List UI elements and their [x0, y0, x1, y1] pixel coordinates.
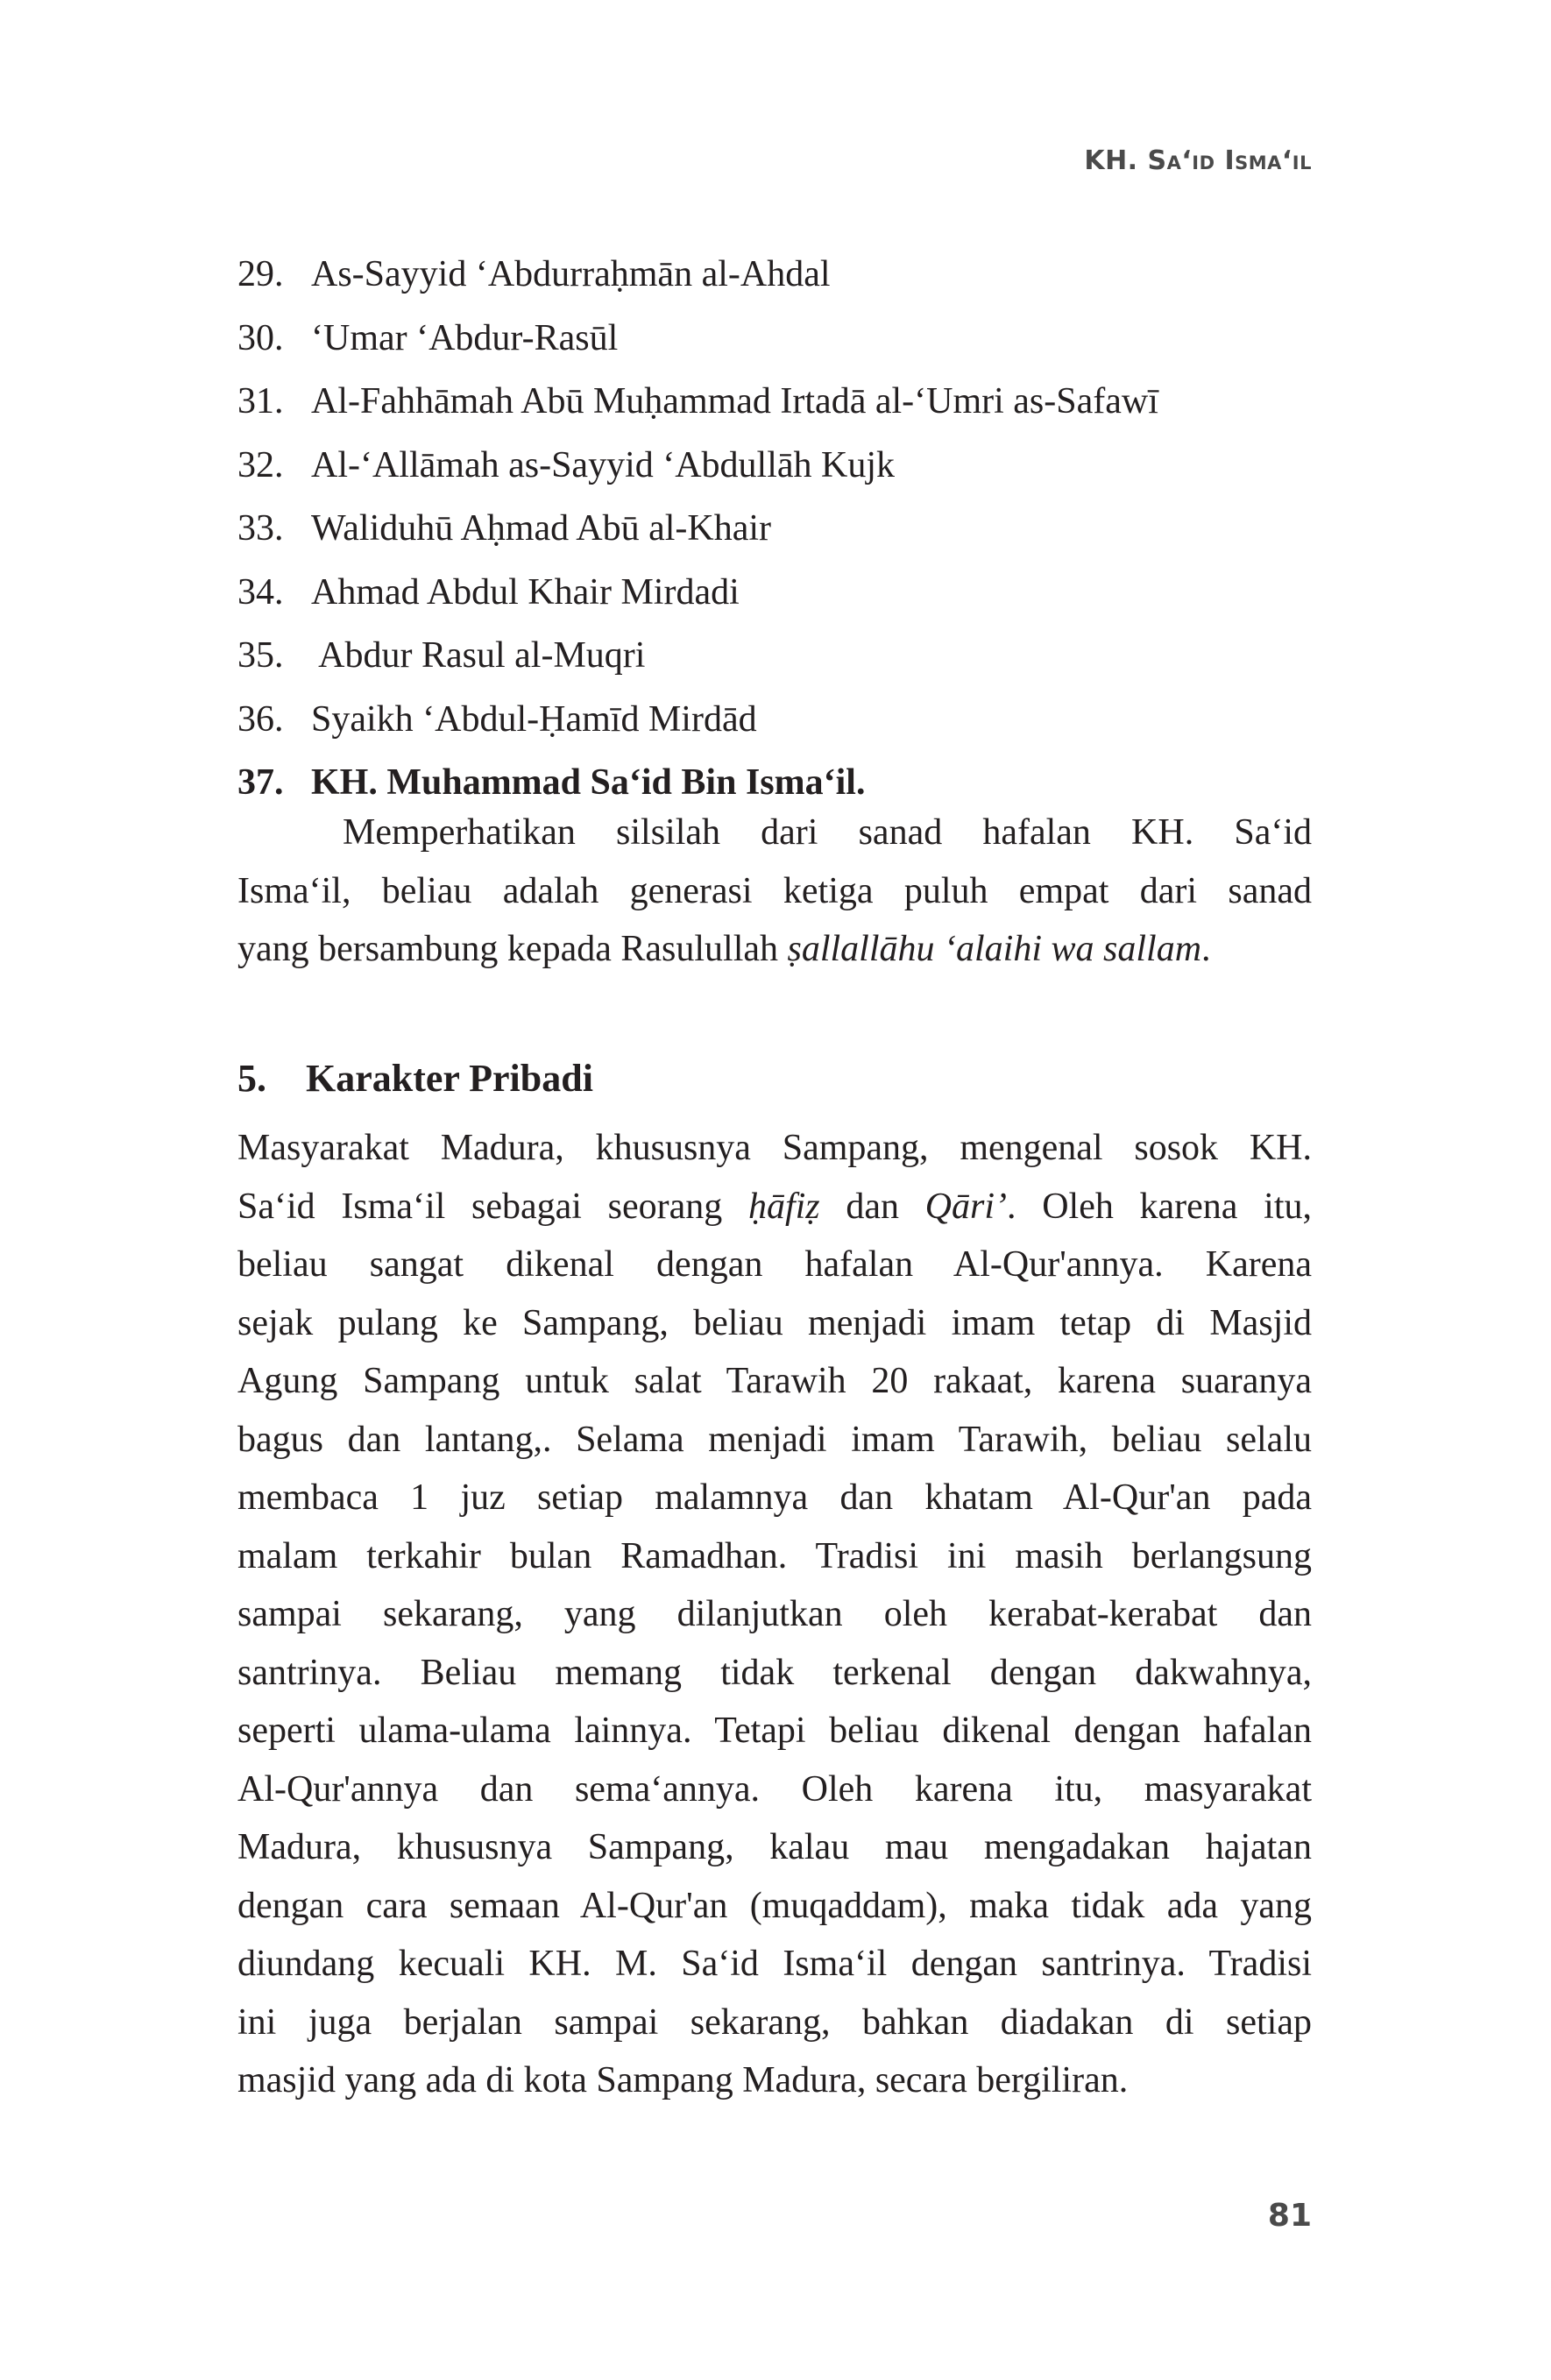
italic-text: Qāri’: [924, 1186, 1008, 1227]
paragraph-sanad-conclusion: [237, 806, 1312, 981]
text-line: [237, 1413, 1312, 1472]
list-text: ‘Umar ‘Abdur-Rasūl: [311, 317, 619, 358]
text-line: [237, 1122, 1312, 1180]
text-segment: diundang kecuali KH. M. Sa‘id Isma‘il dengan santrinya. Tradisi: [237, 1944, 1312, 1984]
text-line: [237, 1704, 1312, 1763]
text-line: [237, 923, 1312, 981]
text-line: [237, 1238, 1312, 1297]
list-text: Abdur Rasul al-Muqri: [311, 635, 646, 676]
list-item: [237, 693, 1315, 757]
text-segment: malam terkahir bulan Ramadhan. Tradisi ini masih berlangsung: [237, 1535, 1312, 1576]
text-segment: seperti ulama-ulama lainnya. Tetapi beliau dikenal dengan hafalan: [237, 1711, 1312, 1751]
text-segment: ini juga berjalan sampai sekarang, bahkan diadakan di setiap: [237, 2001, 1312, 2043]
list-item: [237, 566, 1315, 630]
text-segment: Al-Qur'annya dan sema‘annya. Oleh karena itu, masyarakat: [237, 1768, 1312, 1810]
list-item: [237, 248, 1315, 312]
text-line: [237, 1530, 1312, 1589]
text-line: [237, 1821, 1312, 1880]
list-number: 36.: [237, 698, 284, 740]
text-segment: yang bersambung kepada Rasulullah: [237, 929, 788, 969]
text-line: [237, 806, 1312, 865]
text-line: [237, 1996, 1312, 2055]
text-line: [237, 1763, 1312, 1822]
text-line: [237, 865, 1312, 924]
text-segment: Madura, khususnya Sampang, kalau mau mengadakan hajatan: [237, 1827, 1312, 1867]
text-line: [237, 2054, 1312, 2113]
text-segment: Isma‘il, beliau adalah generasi ketiga puluh empat dari sanad: [237, 870, 1312, 911]
list-text: As-Sayyid ‘Abdurraḥmān al-Ahdal: [311, 254, 831, 294]
list-text: Ahmad Abdul Khair Mirdadi: [311, 571, 740, 613]
text-segment: bagus dan lantang,. Selama menjadi imam Tarawih, beliau selalu: [237, 1419, 1312, 1460]
sanad-list: [237, 248, 1315, 820]
text-segment: Agung Sampang untuk salat Tarawih 20 rakaat, karena suaranya: [237, 1361, 1312, 1401]
text-line: [237, 1471, 1312, 1530]
list-item: [237, 439, 1315, 503]
text-segment: sejak pulang ke Sampang, beliau menjadi imam tetap di Masjid: [237, 1302, 1312, 1343]
text-line: [237, 1937, 1312, 1996]
page-number: 81: [1267, 2198, 1312, 2234]
text-segment: membaca 1 juz setiap malamnya dan khatam Al-Qur'an pada: [237, 1477, 1312, 1518]
list-text: Syaikh ‘Abdul-Ḥamīd Mirdād: [311, 698, 757, 740]
text-segment: . Oleh karena itu,: [1007, 1186, 1312, 1227]
section-heading: [237, 1056, 593, 1101]
list-number: 37.: [237, 762, 284, 803]
text-segment: sampai sekarang, yang dilanjutkan oleh kerabat-kerabat dan: [237, 1594, 1312, 1634]
text-segment: Masyarakat Madura, khususnya Sampang, mengenal sosok KH.: [237, 1128, 1312, 1168]
list-item: [237, 629, 1315, 693]
text-line: [237, 1355, 1312, 1413]
text-segment: Sa‘id Isma‘il sebagai seorang: [237, 1186, 748, 1227]
list-item: [237, 312, 1315, 376]
list-number: 34.: [237, 571, 284, 613]
list-item: [237, 502, 1315, 566]
list-number: 33.: [237, 508, 284, 549]
text-segment: dan: [819, 1186, 925, 1227]
text-line: [237, 1180, 1312, 1239]
list-number: 29.: [237, 254, 284, 294]
text-segment: Memperhatikan silsilah dari sanad hafalan KH. Sa‘id: [343, 812, 1312, 853]
list-text: Al-Fahhāmah Abū Muḥammad Irtadā al-‘Umri as-Safawī: [311, 381, 1158, 421]
list-item: [237, 375, 1315, 439]
list-text: Waliduhū Aḥmad Abū al-Khair: [311, 508, 772, 549]
running-head: KH. Sa‘id Isma‘il: [1084, 145, 1312, 176]
list-number: 31.: [237, 381, 284, 421]
text-segment: beliau sangat dikenal dengan hafalan Al-Qur'annya. Karena: [237, 1244, 1312, 1285]
text-line: [237, 1588, 1312, 1647]
list-text: Al-‘Allāmah as-Sayyid ‘Abdullāh Kujk: [311, 444, 896, 485]
section-title: Karakter Pribadi: [306, 1057, 593, 1100]
text-segment: masjid yang ada di kota Sampang Madura, secara bergiliran.: [237, 2060, 1129, 2100]
list-number: 32.: [237, 444, 284, 485]
text-segment: .: [1201, 929, 1211, 969]
text-segment: santrinya. Beliau memang tidak terkenal dengan dakwahnya,: [237, 1652, 1312, 1693]
italic-text: ḥāfiẓ: [747, 1186, 820, 1227]
paragraph-karakter-pribadi: [237, 1122, 1312, 2113]
text-line: [237, 1297, 1312, 1356]
text-line: [237, 1880, 1312, 1938]
list-number: 35.: [237, 635, 284, 676]
text-line: [237, 1647, 1312, 1705]
list-text: KH. Muhammad Sa‘id Bin Isma‘il.: [311, 762, 866, 803]
list-number: 30.: [237, 317, 284, 358]
text-segment: dengan cara semaan Al-Qur'an (muqaddam), maka tidak ada yang: [237, 1885, 1312, 1926]
section-number: 5.: [237, 1057, 266, 1100]
italic-text: ṣallallāhu ‘alaihi wa sallam: [787, 929, 1202, 969]
